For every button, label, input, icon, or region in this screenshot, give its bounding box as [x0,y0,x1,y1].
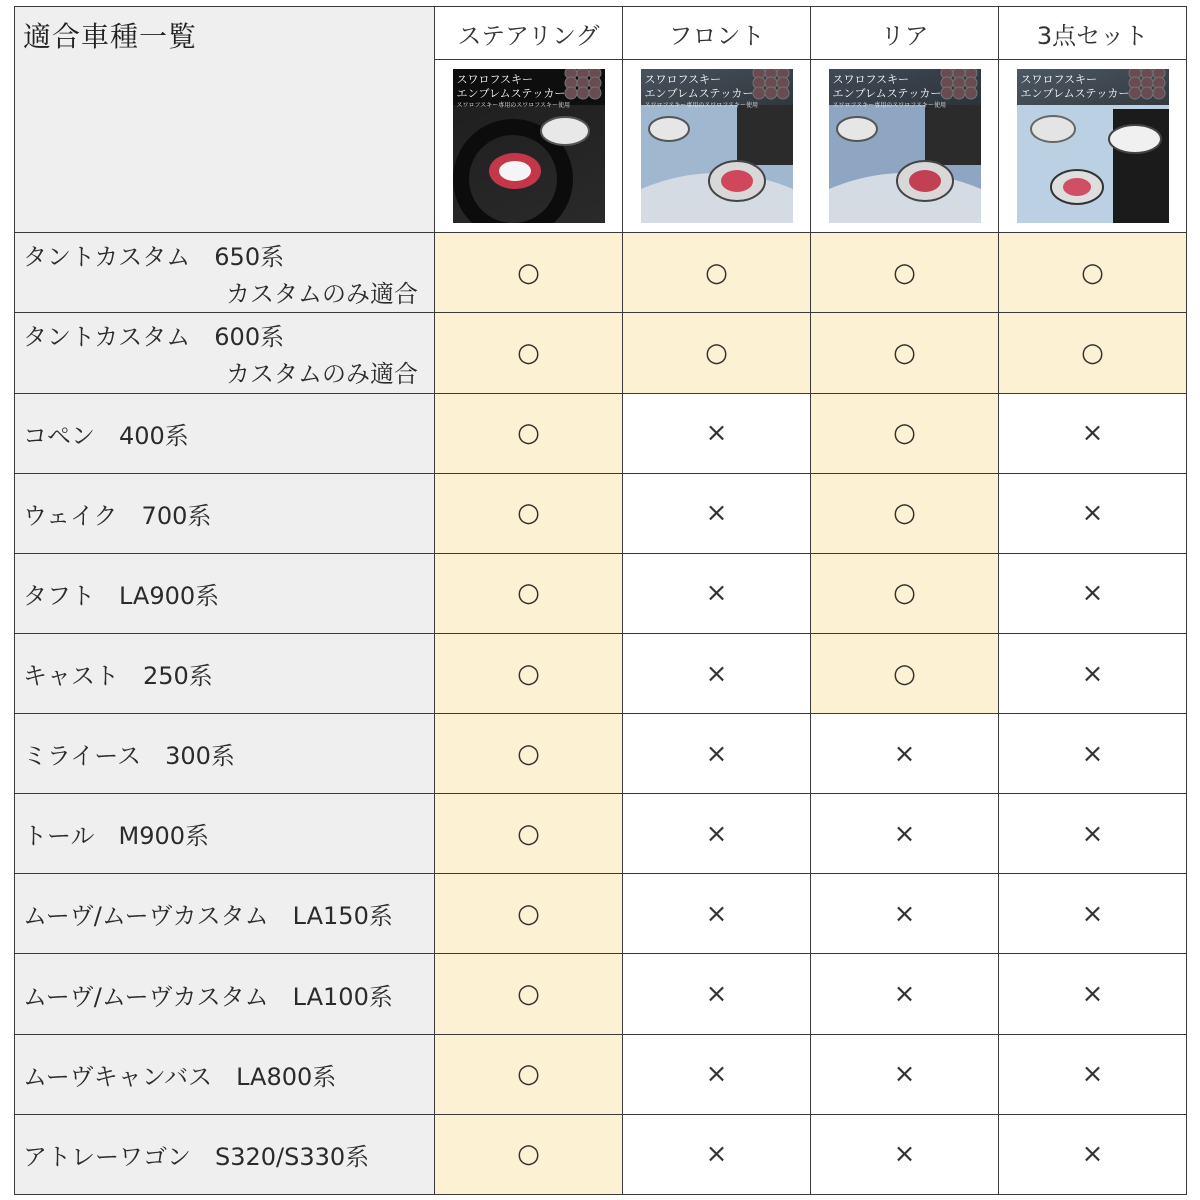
vehicle-label-cell [15,1034,435,1114]
compat-mark-steering: ○ [435,874,623,954]
table-row [15,473,1187,553]
compatibility-table [14,6,1187,1195]
compat-mark-rear: ○ [811,313,999,393]
product-image-3set [1017,69,1169,223]
compat-mark-3set: × [999,1114,1187,1194]
compat-mark-rear: × [811,874,999,954]
table-row [15,1114,1187,1194]
title-cell [15,7,435,233]
table-row [15,313,1187,393]
column-header-rear: リア [811,7,999,60]
compat-mark-steering: ○ [435,1114,623,1194]
compat-mark-front: × [623,473,811,553]
product-image-cell-3set [999,60,1187,233]
image-title-line1: スワロフスキー [1020,73,1098,87]
vehicle-label-cell [15,794,435,874]
compat-mark-steering: ○ [435,553,623,633]
table-row [15,714,1187,794]
image-title-line1: スワロフスキー [644,73,722,87]
vehicle-name: アトレーワゴン S320/S330系 [23,1142,370,1171]
vehicle-name: ウェイク 700系 [23,501,212,530]
compat-mark-rear: ○ [811,233,999,313]
table-row [15,553,1187,633]
compat-mark-3set: × [999,473,1187,553]
vehicle-name: キャスト 250系 [23,662,213,691]
compat-mark-rear: × [811,794,999,874]
compat-mark-3set: × [999,633,1187,713]
compat-mark-3set: × [999,1034,1187,1114]
compat-mark-3set: × [999,714,1187,794]
product-image-cell-front [623,60,811,233]
compat-mark-front: × [623,954,811,1034]
compat-mark-steering: ○ [435,313,623,393]
image-title-line2: エンブレムステッカー [644,87,754,101]
vehicle-name: タントカスタム 600系 [23,323,285,352]
vehicle-name: ムーヴ/ムーヴカスタム LA100系 [23,982,393,1011]
page-title: 適合車種一覧 [23,20,198,53]
vehicle-name: ミライース 300系 [23,742,235,771]
compat-mark-front: × [623,794,811,874]
product-image-front [641,69,793,223]
compat-mark-front: × [623,393,811,473]
vehicle-note: カスタムのみ適合 [226,279,418,308]
product-image-cell-steering [435,60,623,233]
compat-mark-rear: × [811,714,999,794]
product-image-cell-rear [811,60,999,233]
vehicle-name: トール M900系 [23,822,210,851]
compat-mark-steering: ○ [435,473,623,553]
compat-mark-rear: × [811,1034,999,1114]
vehicle-label-cell [15,473,435,553]
vehicle-name: コペン 400系 [23,421,189,450]
vehicle-label-cell [15,1114,435,1194]
vehicle-name: ムーヴ/ムーヴカスタム LA150系 [23,902,393,931]
compat-mark-steering: ○ [435,954,623,1034]
compat-mark-front: × [623,1034,811,1114]
compat-mark-rear: ○ [811,473,999,553]
column-header-steering: ステアリング [435,7,623,60]
compat-mark-3set: × [999,954,1187,1034]
vehicle-name: ムーヴキャンバス LA800系 [23,1062,337,1091]
compat-mark-front: × [623,553,811,633]
image-subtitle: スワロフスキー専用のスワロフスキー使用 [832,102,947,110]
compat-mark-3set: ○ [999,233,1187,313]
vehicle-note: カスタムのみ適合 [226,360,418,389]
vehicle-label-cell [15,393,435,473]
compat-mark-rear: ○ [811,553,999,633]
vehicle-name: タントカスタム 650系 [23,242,285,271]
image-title-line2: エンブレムステッカー [456,87,566,101]
table-row [15,393,1187,473]
compat-mark-steering: ○ [435,633,623,713]
compat-mark-front: × [623,633,811,713]
table-row [15,794,1187,874]
vehicle-label-cell [15,874,435,954]
compat-mark-front: ○ [623,313,811,393]
compat-mark-front: × [623,714,811,794]
image-title-line2: エンブレムステッカー [832,87,942,101]
vehicle-label-cell [15,954,435,1034]
compat-mark-3set: × [999,393,1187,473]
compat-mark-steering: ○ [435,1034,623,1114]
compat-mark-3set: × [999,553,1187,633]
image-title-line1: スワロフスキー [456,73,534,87]
image-subtitle: スワロフスキー専用のスワロフスキー使用 [644,102,759,110]
table-row [15,1034,1187,1114]
compat-mark-steering: ○ [435,233,623,313]
compat-mark-rear: × [811,1114,999,1194]
compat-mark-steering: ○ [435,794,623,874]
table-row [15,233,1187,313]
compat-mark-3set: ○ [999,313,1187,393]
compat-mark-rear: ○ [811,633,999,713]
compat-mark-front: × [623,1114,811,1194]
vehicle-label-cell [15,233,435,313]
column-header-front: フロント [623,7,811,60]
product-image-rear [829,69,981,223]
vehicle-name: タフト LA900系 [23,581,220,610]
image-title-line1: スワロフスキー [832,73,910,87]
compat-mark-rear: × [811,954,999,1034]
compat-mark-front: × [623,874,811,954]
compat-mark-steering: ○ [435,714,623,794]
compat-mark-rear: ○ [811,393,999,473]
compat-mark-front: ○ [623,233,811,313]
column-header-3set: 3点セット [999,7,1187,60]
table-row [15,633,1187,713]
table-row [15,874,1187,954]
image-title-line2: エンブレムステッカー [1020,87,1130,101]
vehicle-label-cell [15,633,435,713]
compat-mark-3set: × [999,794,1187,874]
compat-mark-3set: × [999,874,1187,954]
compat-mark-steering: ○ [435,393,623,473]
vehicle-label-cell [15,553,435,633]
table-row [15,954,1187,1034]
product-image-steering [453,69,605,223]
image-subtitle: スワロフスキー専用のスワロフスキー使用 [456,102,571,110]
vehicle-label-cell [15,313,435,393]
vehicle-label-cell [15,714,435,794]
